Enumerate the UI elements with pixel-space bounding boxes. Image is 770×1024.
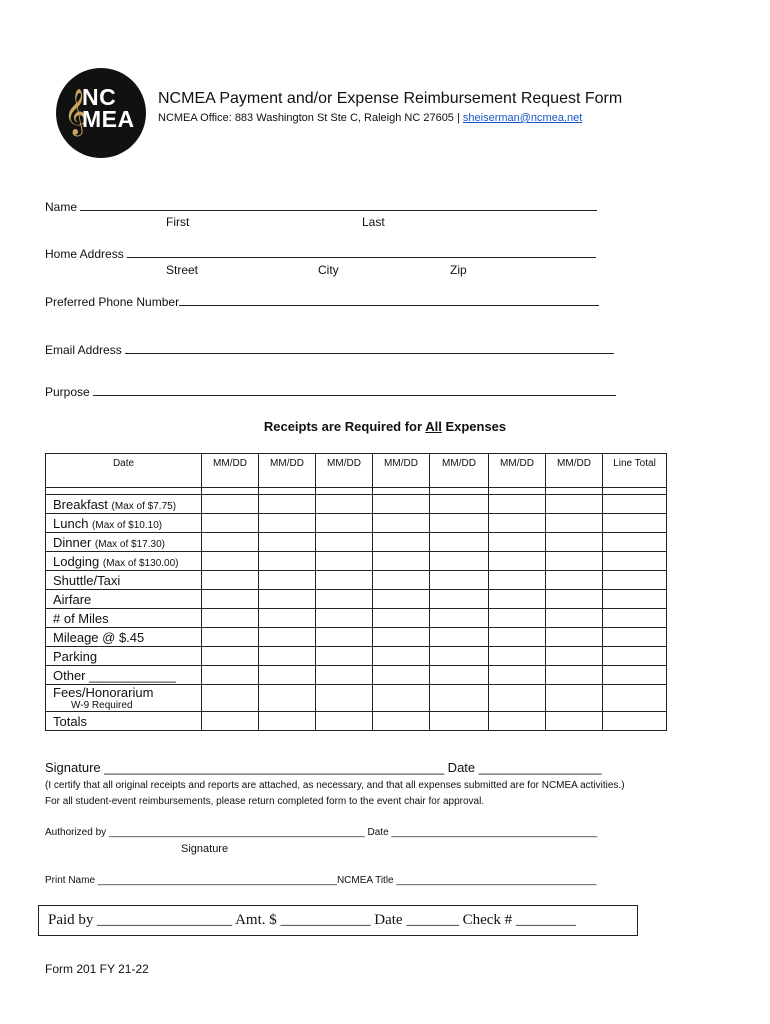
table-row [46, 628, 667, 647]
name-field[interactable]: Name [45, 198, 597, 214]
date-amount-cell[interactable] [202, 628, 259, 647]
date-amount-cell[interactable] [202, 495, 259, 514]
expense-category [46, 514, 202, 533]
table-row [46, 533, 667, 552]
expense-label: Other ____________ [53, 667, 176, 683]
date-amount-cell[interactable] [489, 514, 546, 533]
date-amount-cell[interactable] [316, 552, 373, 571]
expense-label: Airfare [53, 591, 92, 607]
date-amount-cell[interactable] [259, 628, 316, 647]
date-amount-cell[interactable] [373, 571, 430, 590]
expense-label: Breakfast [53, 496, 108, 512]
date-amount-cell[interactable] [259, 590, 316, 609]
date-amount-cell[interactable] [430, 514, 489, 533]
expense-max-note: (Max of $7.75) [111, 500, 177, 512]
date-amount-cell[interactable] [489, 628, 546, 647]
date-amount-cell[interactable] [489, 666, 546, 685]
date-amount-cell[interactable] [316, 647, 373, 666]
expense-category [46, 647, 202, 666]
spacer-row [46, 488, 667, 495]
line-total-cell[interactable] [603, 590, 667, 609]
date-amount-cell[interactable] [546, 514, 603, 533]
date-amount-cell[interactable] [373, 647, 430, 666]
date-amount-cell[interactable] [316, 609, 373, 628]
date-amount-cell[interactable] [316, 666, 373, 685]
date-amount-cell[interactable] [546, 647, 603, 666]
line-total-cell[interactable] [603, 712, 667, 731]
expense-category [46, 628, 202, 647]
date-amount-cell[interactable] [546, 571, 603, 590]
authorized-signature-label: Signature [181, 843, 229, 855]
date-amount-cell[interactable] [316, 628, 373, 647]
date-amount-cell[interactable] [489, 647, 546, 666]
spacer-cell [259, 488, 316, 495]
expense-label: Totals [53, 713, 87, 729]
date-amount-cell[interactable] [316, 514, 373, 533]
email-input-line[interactable] [125, 341, 614, 354]
date-amount-cell[interactable] [202, 666, 259, 685]
expense-label: # of Miles [53, 610, 109, 626]
spacer-cell [546, 488, 603, 495]
expense-max-note: (Max of $130.00) [102, 557, 179, 569]
spacer-cell [46, 488, 202, 495]
date-amount-cell[interactable] [546, 590, 603, 609]
date-amount-cell[interactable] [546, 533, 603, 552]
date-amount-cell[interactable] [259, 571, 316, 590]
expense-label: Parking [53, 648, 98, 664]
line-total-cell[interactable] [603, 647, 667, 666]
paid-by-box [38, 905, 638, 936]
date-amount-cell[interactable] [373, 552, 430, 571]
date-amount-cell[interactable] [202, 552, 259, 571]
date-amount-cell[interactable] [316, 495, 373, 514]
logo-text: NC MEA [82, 84, 135, 132]
form-title: NCMEA Payment and/or Expense Reimbursement Request Form [158, 90, 623, 107]
address-input-line[interactable] [127, 245, 596, 258]
expense-table [45, 453, 667, 731]
date-amount-cell[interactable] [546, 628, 603, 647]
column-header: MM/DD [489, 454, 546, 488]
date-amount-cell[interactable] [430, 590, 489, 609]
office-address: NCMEA Office: 883 Washington St Ste C, Raleigh NC 27605 | sheiserman@ncmea.net [158, 112, 583, 124]
date-amount-cell[interactable] [373, 666, 430, 685]
city-label: City [318, 263, 339, 277]
line-total-cell[interactable] [603, 609, 667, 628]
table-row [46, 647, 667, 666]
print-name-line[interactable]: Print Name ___________________________________________NCMEA Title ____________________________________ [45, 875, 597, 886]
email-link[interactable]: sheiserman@ncmea.net [462, 112, 583, 124]
receipts-heading: Receipts are Required for All Expenses [263, 419, 507, 434]
email-field[interactable]: Email Address [45, 341, 614, 357]
date-amount-cell[interactable] [202, 712, 259, 731]
date-amount-cell[interactable] [430, 685, 489, 712]
date-amount-cell[interactable] [259, 609, 316, 628]
table-row [46, 552, 667, 571]
column-header: MM/DD [259, 454, 316, 488]
spacer-cell [489, 488, 546, 495]
expense-label: Dinner [53, 534, 92, 550]
date-amount-cell[interactable] [316, 685, 373, 712]
date-amount-cell[interactable] [259, 533, 316, 552]
street-label: Street [166, 263, 199, 277]
expense-category [46, 533, 202, 552]
spacer-cell [373, 488, 430, 495]
date-amount-cell[interactable] [316, 590, 373, 609]
line-total-cell[interactable] [603, 628, 667, 647]
date-amount-cell[interactable] [489, 533, 546, 552]
signature-line[interactable]: Signature _______________________________________________ Date _________________ [45, 760, 602, 775]
date-amount-cell[interactable] [546, 712, 603, 731]
date-amount-cell[interactable] [202, 533, 259, 552]
home-address-field[interactable]: Home Address [45, 245, 596, 261]
line-total-cell[interactable] [603, 571, 667, 590]
table-row [46, 712, 667, 731]
date-amount-cell[interactable] [489, 685, 546, 712]
expense-category [46, 609, 202, 628]
date-amount-cell[interactable] [489, 712, 546, 731]
table-row [46, 514, 667, 533]
date-amount-cell[interactable] [546, 685, 603, 712]
date-amount-cell[interactable] [202, 647, 259, 666]
date-amount-cell[interactable] [430, 533, 489, 552]
expense-category [46, 571, 202, 590]
date-amount-cell[interactable] [373, 712, 430, 731]
first-label: First [166, 215, 190, 229]
expense-sub-note: W-9 Required [71, 700, 133, 711]
date-amount-cell[interactable] [430, 712, 489, 731]
paid-by-line[interactable]: Paid by __________________ Amt. $ ____________ Date _______ Check # ________ [48, 912, 576, 928]
date-amount-cell[interactable] [430, 571, 489, 590]
purpose-field[interactable]: Purpose [45, 383, 616, 399]
table-row [46, 609, 667, 628]
expense-label: Mileage @ $.45 [53, 629, 145, 645]
expense-label: Lodging [53, 553, 100, 569]
date-amount-cell[interactable] [202, 609, 259, 628]
line-total-cell[interactable] [603, 514, 667, 533]
date-amount-cell[interactable] [259, 514, 316, 533]
date-amount-cell[interactable] [316, 571, 373, 590]
treble-clef-icon: 𝄞 [64, 89, 88, 135]
expense-category [46, 685, 202, 712]
expense-label: Fees/Honorarium [53, 685, 154, 700]
ncmea-logo [56, 68, 146, 158]
date-amount-cell[interactable] [546, 609, 603, 628]
spacer-cell [316, 488, 373, 495]
column-header: MM/DD [373, 454, 430, 488]
expense-category [46, 666, 202, 685]
date-amount-cell[interactable] [373, 609, 430, 628]
column-header: MM/DD [546, 454, 603, 488]
zip-label: Zip [450, 263, 467, 277]
date-amount-cell[interactable] [489, 609, 546, 628]
date-amount-cell[interactable] [546, 495, 603, 514]
authorized-by-line[interactable]: Authorized by ______________________________________________ Date _____________________________________ [45, 827, 598, 838]
purpose-input-line[interactable] [93, 383, 616, 396]
date-amount-cell[interactable] [430, 647, 489, 666]
date-amount-cell[interactable] [202, 571, 259, 590]
date-amount-cell[interactable] [430, 666, 489, 685]
date-amount-cell[interactable] [202, 514, 259, 533]
column-header: MM/DD [202, 454, 259, 488]
name-input-line[interactable] [80, 198, 597, 211]
date-amount-cell[interactable] [316, 533, 373, 552]
date-amount-cell[interactable] [373, 533, 430, 552]
phone-field[interactable]: Preferred Phone Number [45, 293, 599, 309]
table-row [46, 666, 667, 685]
date-amount-cell[interactable] [259, 647, 316, 666]
spacer-cell [430, 488, 489, 495]
date-amount-cell[interactable] [373, 685, 430, 712]
date-amount-cell[interactable] [259, 712, 316, 731]
phone-input-line[interactable] [179, 293, 599, 306]
date-amount-cell[interactable] [259, 685, 316, 712]
date-amount-cell[interactable] [202, 590, 259, 609]
line-total-cell[interactable] [603, 495, 667, 514]
date-amount-cell[interactable] [430, 609, 489, 628]
line-total-cell[interactable] [603, 685, 667, 712]
expense-category [46, 712, 202, 731]
date-amount-cell[interactable] [373, 628, 430, 647]
certification-text: (I certify that all original receipts and reports are attached, as necessary, and that all expenses submitted are for NCMEA activities.) [45, 780, 625, 791]
expense-category [46, 495, 202, 514]
table-row [46, 590, 667, 609]
form-id: Form 201 FY 21-22 [45, 962, 149, 976]
date-amount-cell[interactable] [489, 552, 546, 571]
line-total-cell[interactable] [603, 533, 667, 552]
date-amount-cell[interactable] [202, 685, 259, 712]
expense-label: Shuttle/Taxi [53, 572, 121, 588]
expense-max-note: (Max of $17.30) [94, 538, 165, 550]
last-label: Last [362, 215, 385, 229]
date-amount-cell[interactable] [546, 666, 603, 685]
table-row [46, 495, 667, 514]
column-header: MM/DD [430, 454, 489, 488]
date-amount-cell[interactable] [259, 666, 316, 685]
date-amount-cell[interactable] [259, 552, 316, 571]
date-amount-cell[interactable] [316, 712, 373, 731]
line-total-cell[interactable] [603, 552, 667, 571]
date-amount-cell[interactable] [489, 571, 546, 590]
date-amount-cell[interactable] [373, 514, 430, 533]
column-header: Date [46, 454, 202, 488]
expense-category [46, 552, 202, 571]
table-row [46, 685, 667, 712]
column-header: MM/DD [316, 454, 373, 488]
expense-category [46, 590, 202, 609]
date-amount-cell[interactable] [259, 495, 316, 514]
date-amount-cell[interactable] [373, 590, 430, 609]
expense-max-note: (Max of $10.10) [92, 519, 163, 531]
date-amount-cell[interactable] [546, 552, 603, 571]
return-note: For all student-event reimbursements, please return completed form to the event chair for approval. [45, 796, 485, 807]
table-row [46, 571, 667, 590]
table-header-row [46, 454, 667, 488]
expense-label: Lunch [53, 515, 89, 531]
date-amount-cell[interactable] [430, 552, 489, 571]
date-amount-cell[interactable] [430, 628, 489, 647]
spacer-cell [202, 488, 259, 495]
spacer-cell [603, 488, 667, 495]
date-amount-cell[interactable] [373, 495, 430, 514]
date-amount-cell[interactable] [489, 495, 546, 514]
date-amount-cell[interactable] [430, 495, 489, 514]
line-total-cell[interactable] [603, 666, 667, 685]
date-amount-cell[interactable] [489, 590, 546, 609]
column-header: Line Total [603, 454, 667, 488]
